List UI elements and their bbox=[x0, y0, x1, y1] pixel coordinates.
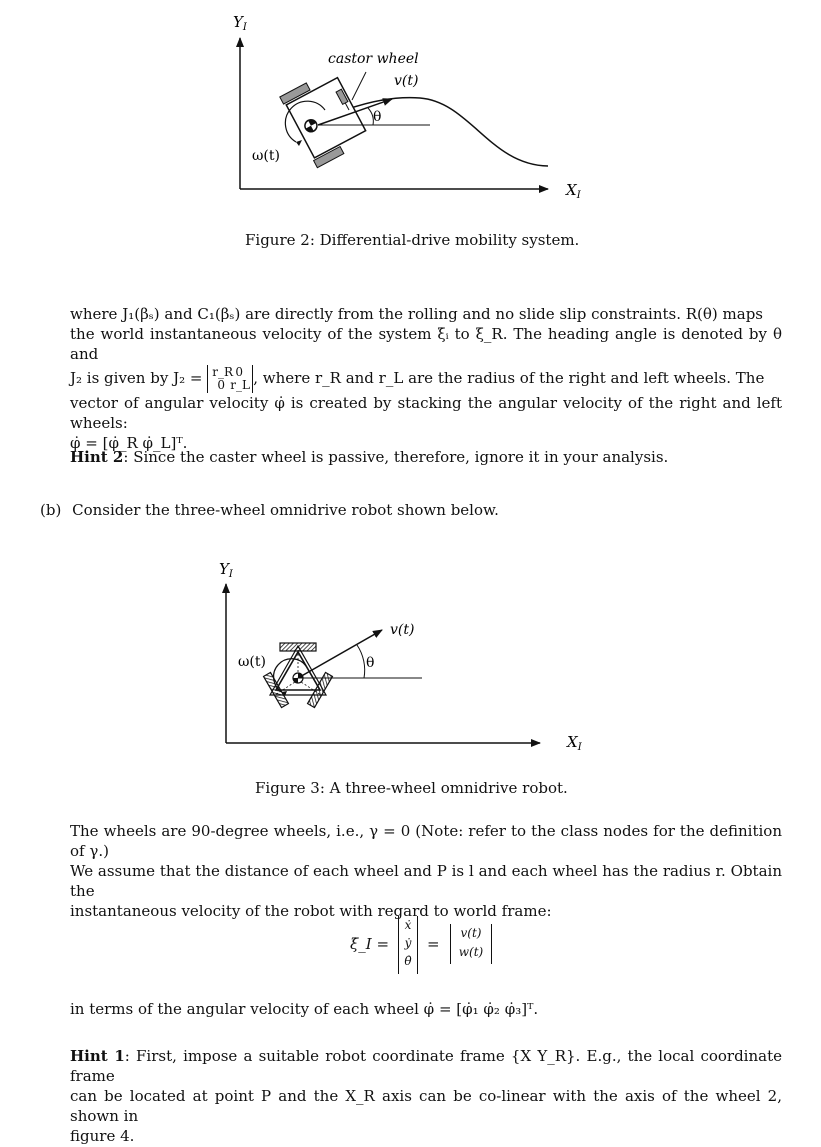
j2-matrix: r_R 0 0 r_L bbox=[207, 365, 253, 393]
para2-line1: The wheels are 90-degree wheels, i.e., γ = 0 (Note: refer to the class nodes for the definition of γ.) bbox=[70, 822, 782, 860]
para1-line2: the world instantaneous velocity of the system ξ̇ᵢ to ξ_R. The heading angle is denoted by θ and bbox=[70, 325, 782, 363]
fig3-theta-label: θ bbox=[366, 655, 375, 671]
hint1-line3: figure 4. bbox=[70, 1127, 135, 1145]
fig2-velocity-label: v(t) bbox=[394, 73, 419, 89]
hint2 bbox=[70, 447, 668, 467]
equation-lhs: ξ̇_I = bbox=[350, 935, 390, 953]
fig3-y-label: $Y_I$ bbox=[219, 560, 233, 580]
para2-line2: We assume that the distance of each wheel and P is l and each wheel has the radius r. Obtain the bbox=[70, 862, 782, 900]
fig3-omega-label: ω(t) bbox=[238, 654, 266, 670]
fig2-theta-label: θ bbox=[373, 109, 382, 125]
equation-equals: = bbox=[427, 935, 440, 953]
hint2-label: Hint 2 bbox=[70, 448, 124, 466]
state-vector bbox=[398, 916, 418, 974]
hint2-text: : Since the caster wheel is passive, therefore, ignore it in your analysis. bbox=[123, 448, 669, 466]
hint1 bbox=[70, 1046, 782, 1146]
state-vector-x: ẋ bbox=[404, 918, 412, 932]
hint1-line1: Hint 1: First, impose a suitable robot coordinate frame {X Y_R}. E.g., the local coordinate frame bbox=[70, 1047, 782, 1085]
figure3-caption: Figure 3: A three-wheel omnidrive robot. bbox=[255, 779, 568, 797]
fig2-robot bbox=[280, 69, 371, 168]
figure2-caption: Figure 2: Differential-drive mobility system. bbox=[245, 231, 580, 249]
figure3-diagram bbox=[0, 550, 821, 780]
fig3-velocity-label: v(t) bbox=[390, 622, 415, 638]
fig3-wheel-1 bbox=[280, 643, 316, 651]
hint1-line2: can be located at point P and the X_R axis can be co-linear with the axis of the wheel 2, shown in bbox=[70, 1087, 782, 1125]
para1-line1: where J₁(βₛ) and C₁(βₛ) are directly from the rolling and no slide slip constraints. R(θ) maps bbox=[70, 305, 764, 323]
velocity-vector-w: w(t) bbox=[458, 945, 484, 959]
fig2-y-label: $Y_I$ bbox=[233, 13, 247, 33]
state-vector-theta: θ̇ bbox=[404, 954, 412, 968]
para1-line4: vector of angular velocity φ̇ is created by stacking the angular velocity of the right and left wheels: bbox=[70, 394, 782, 432]
state-vector-y: ẏ bbox=[404, 936, 412, 950]
fig3-x-label: $X_I$ bbox=[567, 733, 582, 753]
para1-line3: J₂ is given by J₂ = r_R 0 0 r_L , where r_R and r_L are the radius of the right and left wheels. The bbox=[70, 365, 765, 392]
velocity-vector-v: v(t) bbox=[460, 926, 482, 940]
fig2-x-label: $X_I$ bbox=[566, 181, 581, 201]
para1-line5: φ̇ = [φ̇_R φ̇_L]ᵀ. bbox=[70, 434, 188, 452]
fig2-castor-label: castor wheel bbox=[328, 51, 419, 67]
part-b-text: Consider the three-wheel omnidrive robot shown below. bbox=[72, 501, 499, 519]
para2-line3: instantaneous velocity of the robot with regard to world frame: bbox=[70, 902, 552, 920]
part-b-label: (b) bbox=[40, 501, 62, 519]
velocity-vector bbox=[450, 924, 492, 964]
fig2-omega-label: ω(t) bbox=[252, 148, 280, 164]
paragraph-2 bbox=[70, 821, 782, 921]
figure2-diagram bbox=[0, 0, 821, 260]
paragraph-3: in terms of the angular velocity of each wheel φ̇ = [φ̇₁ φ̇₂ φ̇₃]ᵀ. bbox=[70, 1000, 539, 1018]
paragraph-1 bbox=[70, 304, 782, 453]
part-b bbox=[40, 500, 499, 520]
